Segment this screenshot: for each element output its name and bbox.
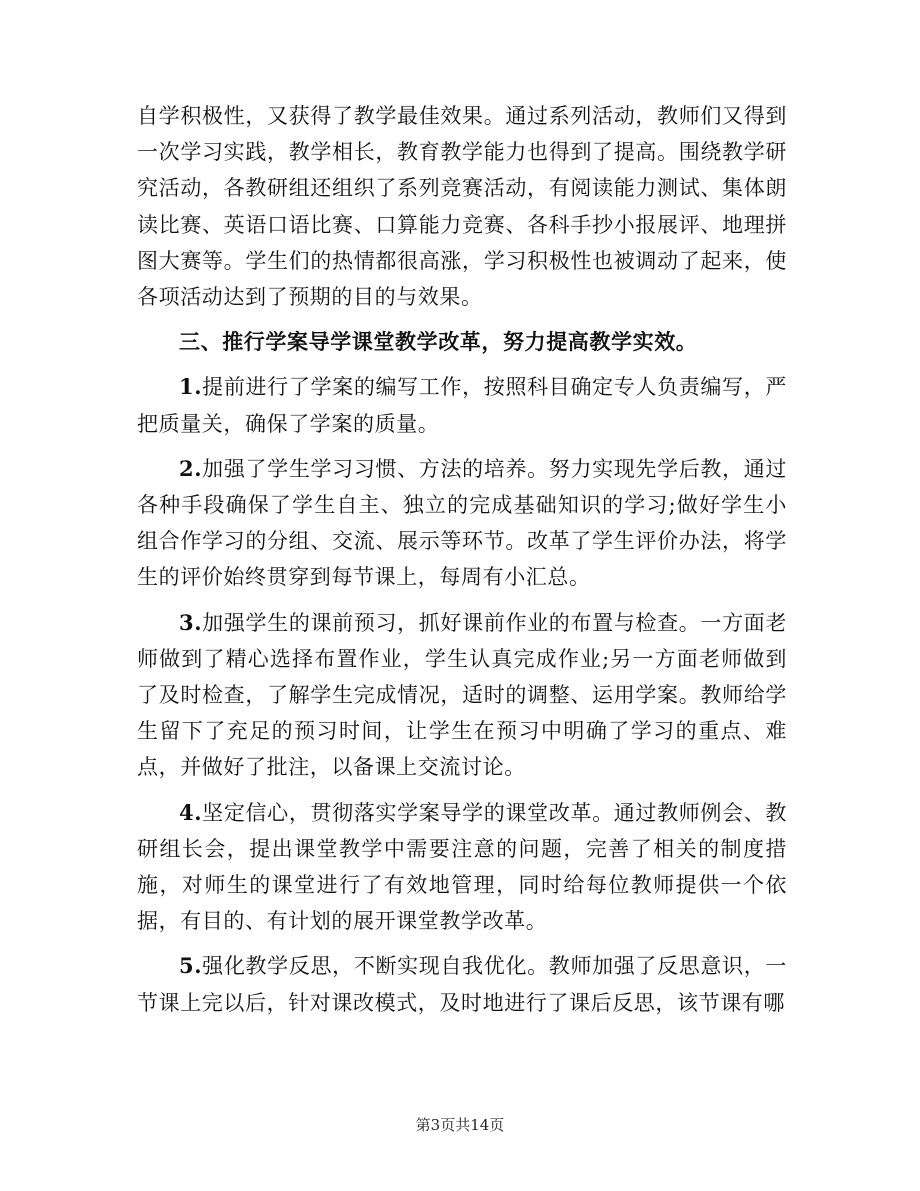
list-item-4	[137, 795, 787, 940]
document-body	[137, 98, 787, 1021]
item-number: 4.	[179, 799, 203, 825]
item-number: 1.	[179, 374, 203, 400]
item-text: 坚定信心，贯彻落实学案导学的课堂改革。通过教师例会、教研组长会，提出课堂教学中需要注意的问题，完善了相关的制度措施，对师生的课堂进行了有效地管理，同时给每位教师提供一个依据，有目的、有计划的展开课堂教学改革。	[137, 800, 787, 934]
item-text: 强化教学反思，不断实现自我优化。教师加强了反思意识，一节课上完以后，针对课改模式，及时地进行了课后反思，该节课有哪	[137, 954, 787, 1015]
item-number: 3.	[179, 609, 203, 635]
list-item-5	[137, 948, 787, 1020]
list-item-2	[137, 451, 787, 596]
item-number: 5.	[179, 953, 203, 979]
list-item-1	[137, 369, 787, 441]
item-number: 2.	[179, 455, 203, 481]
item-text: 加强学生的课前预习，抓好课前作业的布置与检查。一方面老师做到了精心选择布置作业，学生认真完成作业;另一方面老师做到了及时检查，了解学生完成情况，适时的调整、运用学案。教师给学生留下了充足的预习时间，让学生在预习中明确了学习的重点、难点，并做好了批注，以备课上交流讨论。	[137, 610, 787, 780]
item-text: 提前进行了学案的编写工作，按照科目确定专人负责编写，严把质量关，确保了学案的质量。	[137, 375, 787, 436]
heading-text: 三、推行学案导学课堂教学改革，努力提高教学实效。	[179, 329, 698, 355]
list-item-3	[137, 605, 787, 786]
page-number-footer: 第3页共14页	[415, 1116, 505, 1134]
body-paragraph-continuation	[137, 98, 787, 315]
item-text: 加强了学生学习习惯、方法的培养。努力实现先学后教，通过各种手段确保了学生自主、独立的完成基础知识的学习;做好学生小组合作学习的分组、交流、展示等环节。改革了学生评价办法，将学生的评价始终贯穿到每节课上，每周有小汇总。	[137, 456, 787, 590]
section-heading	[137, 324, 787, 360]
paragraph-text: 自学积极性，又获得了教学最佳效果。通过系列活动，教师们又得到一次学习实践，教学相长，教育教学能力也得到了提高。围绕教学研究活动，各教研组还组织了系列竞赛活动，有阅读能力测试、集体朗读比赛、英语口语比赛、口算能力竞赛、各科手抄小报展评、地理拼图大赛等。学生们的热情都很高涨，学习积极性也被调动了起来，使各项活动达到了预期的目的与效果。	[137, 104, 787, 310]
